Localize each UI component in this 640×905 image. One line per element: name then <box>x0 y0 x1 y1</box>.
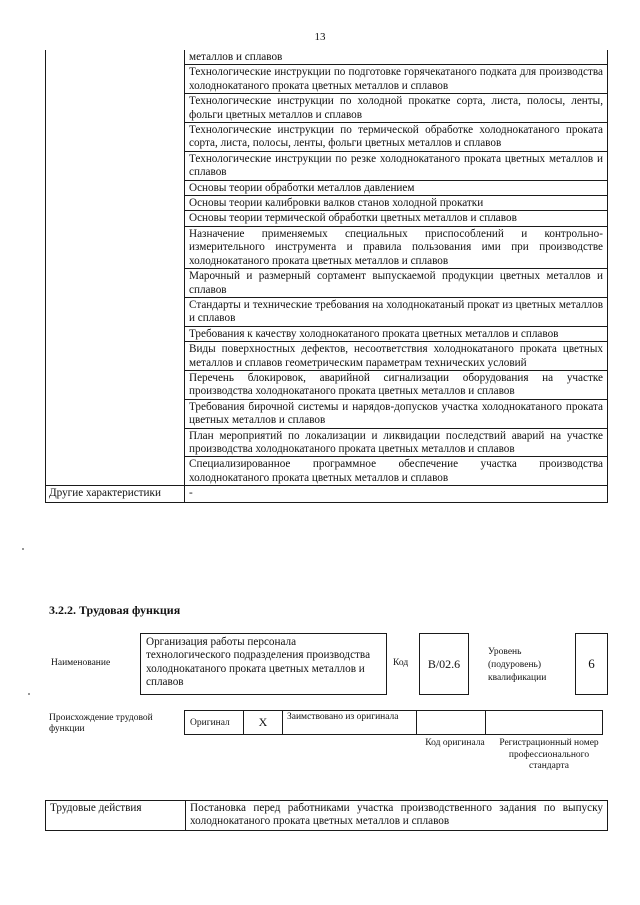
scan-speck <box>28 693 30 695</box>
requirement-item: Основы теории калибровки валков станов холодной прокатки <box>185 196 608 211</box>
registration-number-caption: Регистрационный номер профессионального стандарта <box>499 738 599 771</box>
labor-actions-label: Трудовые действия <box>46 801 186 831</box>
table-row <box>46 801 608 831</box>
level-label: Уровень (подуровень) квалификации <box>488 647 547 683</box>
requirement-item: План мероприятий по локализации и ликвидации последствий аварий на участке производства холоднокатаного проката цветных металлов и сплавов <box>185 428 608 457</box>
original-code-cell <box>416 710 486 735</box>
code-value: B/02.6 <box>419 633 469 695</box>
requirement-item: Назначение применяемых специальных приспособлений и контрольно-измерительного инструмента и правила пользования ими при производстве холоднокатаного проката цветных металлов и сплавов <box>185 226 608 268</box>
section-heading: 3.2.2. Трудовая функция <box>49 603 181 617</box>
borrowed-label: Заимствовано из оригинала <box>282 710 417 735</box>
level-value: 6 <box>575 633 608 695</box>
requirement-item: Технологические инструкции по термической обработке холоднокатаного проката сорта, листа, полосы, ленты, фольги цветных металлов и сплавов <box>185 123 608 152</box>
original-mark: X <box>243 710 283 735</box>
requirements-category-cell <box>46 50 185 486</box>
requirement-item: Технологические инструкции по холодной прокатке сорта, листа, полосы, ленты, фольги цветных металлов и сплавов <box>185 94 608 123</box>
requirement-item: металлов и сплавов <box>185 50 608 65</box>
requirement-item: Основы теории обработки металлов давлением <box>185 180 608 195</box>
table-row <box>46 50 608 65</box>
requirement-item: Специализированное программное обеспечение участка производства холоднокатаного проката цветных металлов и сплавов <box>185 457 608 486</box>
requirement-item: Технологические инструкции по подготовке горячекатаного подката для производства холоднокатаного проката цветных металлов и сплавов <box>185 65 608 94</box>
code-label: Код <box>393 658 409 668</box>
requirement-item: Требования к качеству холоднокатаного проката цветных металлов и сплавов <box>185 326 608 341</box>
original-label: Оригинал <box>184 710 244 735</box>
requirement-item: Виды поверхностных дефектов, несоответствия холоднокатаного проката цветных металлов и сплавов геометрическим параметрам технических условий <box>185 342 608 371</box>
labor-actions-table <box>45 800 608 831</box>
requirement-item: Перечень блокировок, аварийной сигнализации оборудования на участке производства холоднокатаного проката цветных металлов и сплавов <box>185 370 608 399</box>
registration-number-cell <box>485 710 603 735</box>
requirement-item: Требования бирочной системы и нарядов-допусков участка холоднокатаного проката цветных металлов и сплавов <box>185 399 608 428</box>
requirements-table <box>45 50 608 503</box>
origin-label: Происхождение трудовой функции <box>49 713 153 734</box>
other-characteristics-label: Другие характеристики <box>46 486 185 502</box>
original-code-caption: Код оригинала <box>425 738 485 748</box>
page-number: 13 <box>314 31 326 43</box>
scan-speck <box>22 548 24 550</box>
table-row <box>46 486 608 502</box>
function-name-value: Организация работы персонала технологического подразделения производства холоднокатаного проката цветных металлов и сплавов <box>140 633 387 695</box>
requirement-item: Марочный и размерный сортамент выпускаемой продукции цветных металлов и сплавов <box>185 269 608 298</box>
other-characteristics-value: - <box>185 486 608 502</box>
requirement-item: Основы теории термической обработки цветных металлов и сплавов <box>185 211 608 226</box>
requirement-item: Стандарты и технические требования на холоднокатаный прокат из цветных металлов и сплавов <box>185 297 608 326</box>
labor-action-item: Постановка перед работниками участка производственного задания по выпуску холоднокатаного проката цветных металлов и сплавов <box>186 801 608 831</box>
origin-row <box>185 710 603 735</box>
function-name-label: Наименование <box>51 658 111 668</box>
requirement-item: Технологические инструкции по резке холоднокатаного проката цветных металлов и сплавов <box>185 151 608 180</box>
